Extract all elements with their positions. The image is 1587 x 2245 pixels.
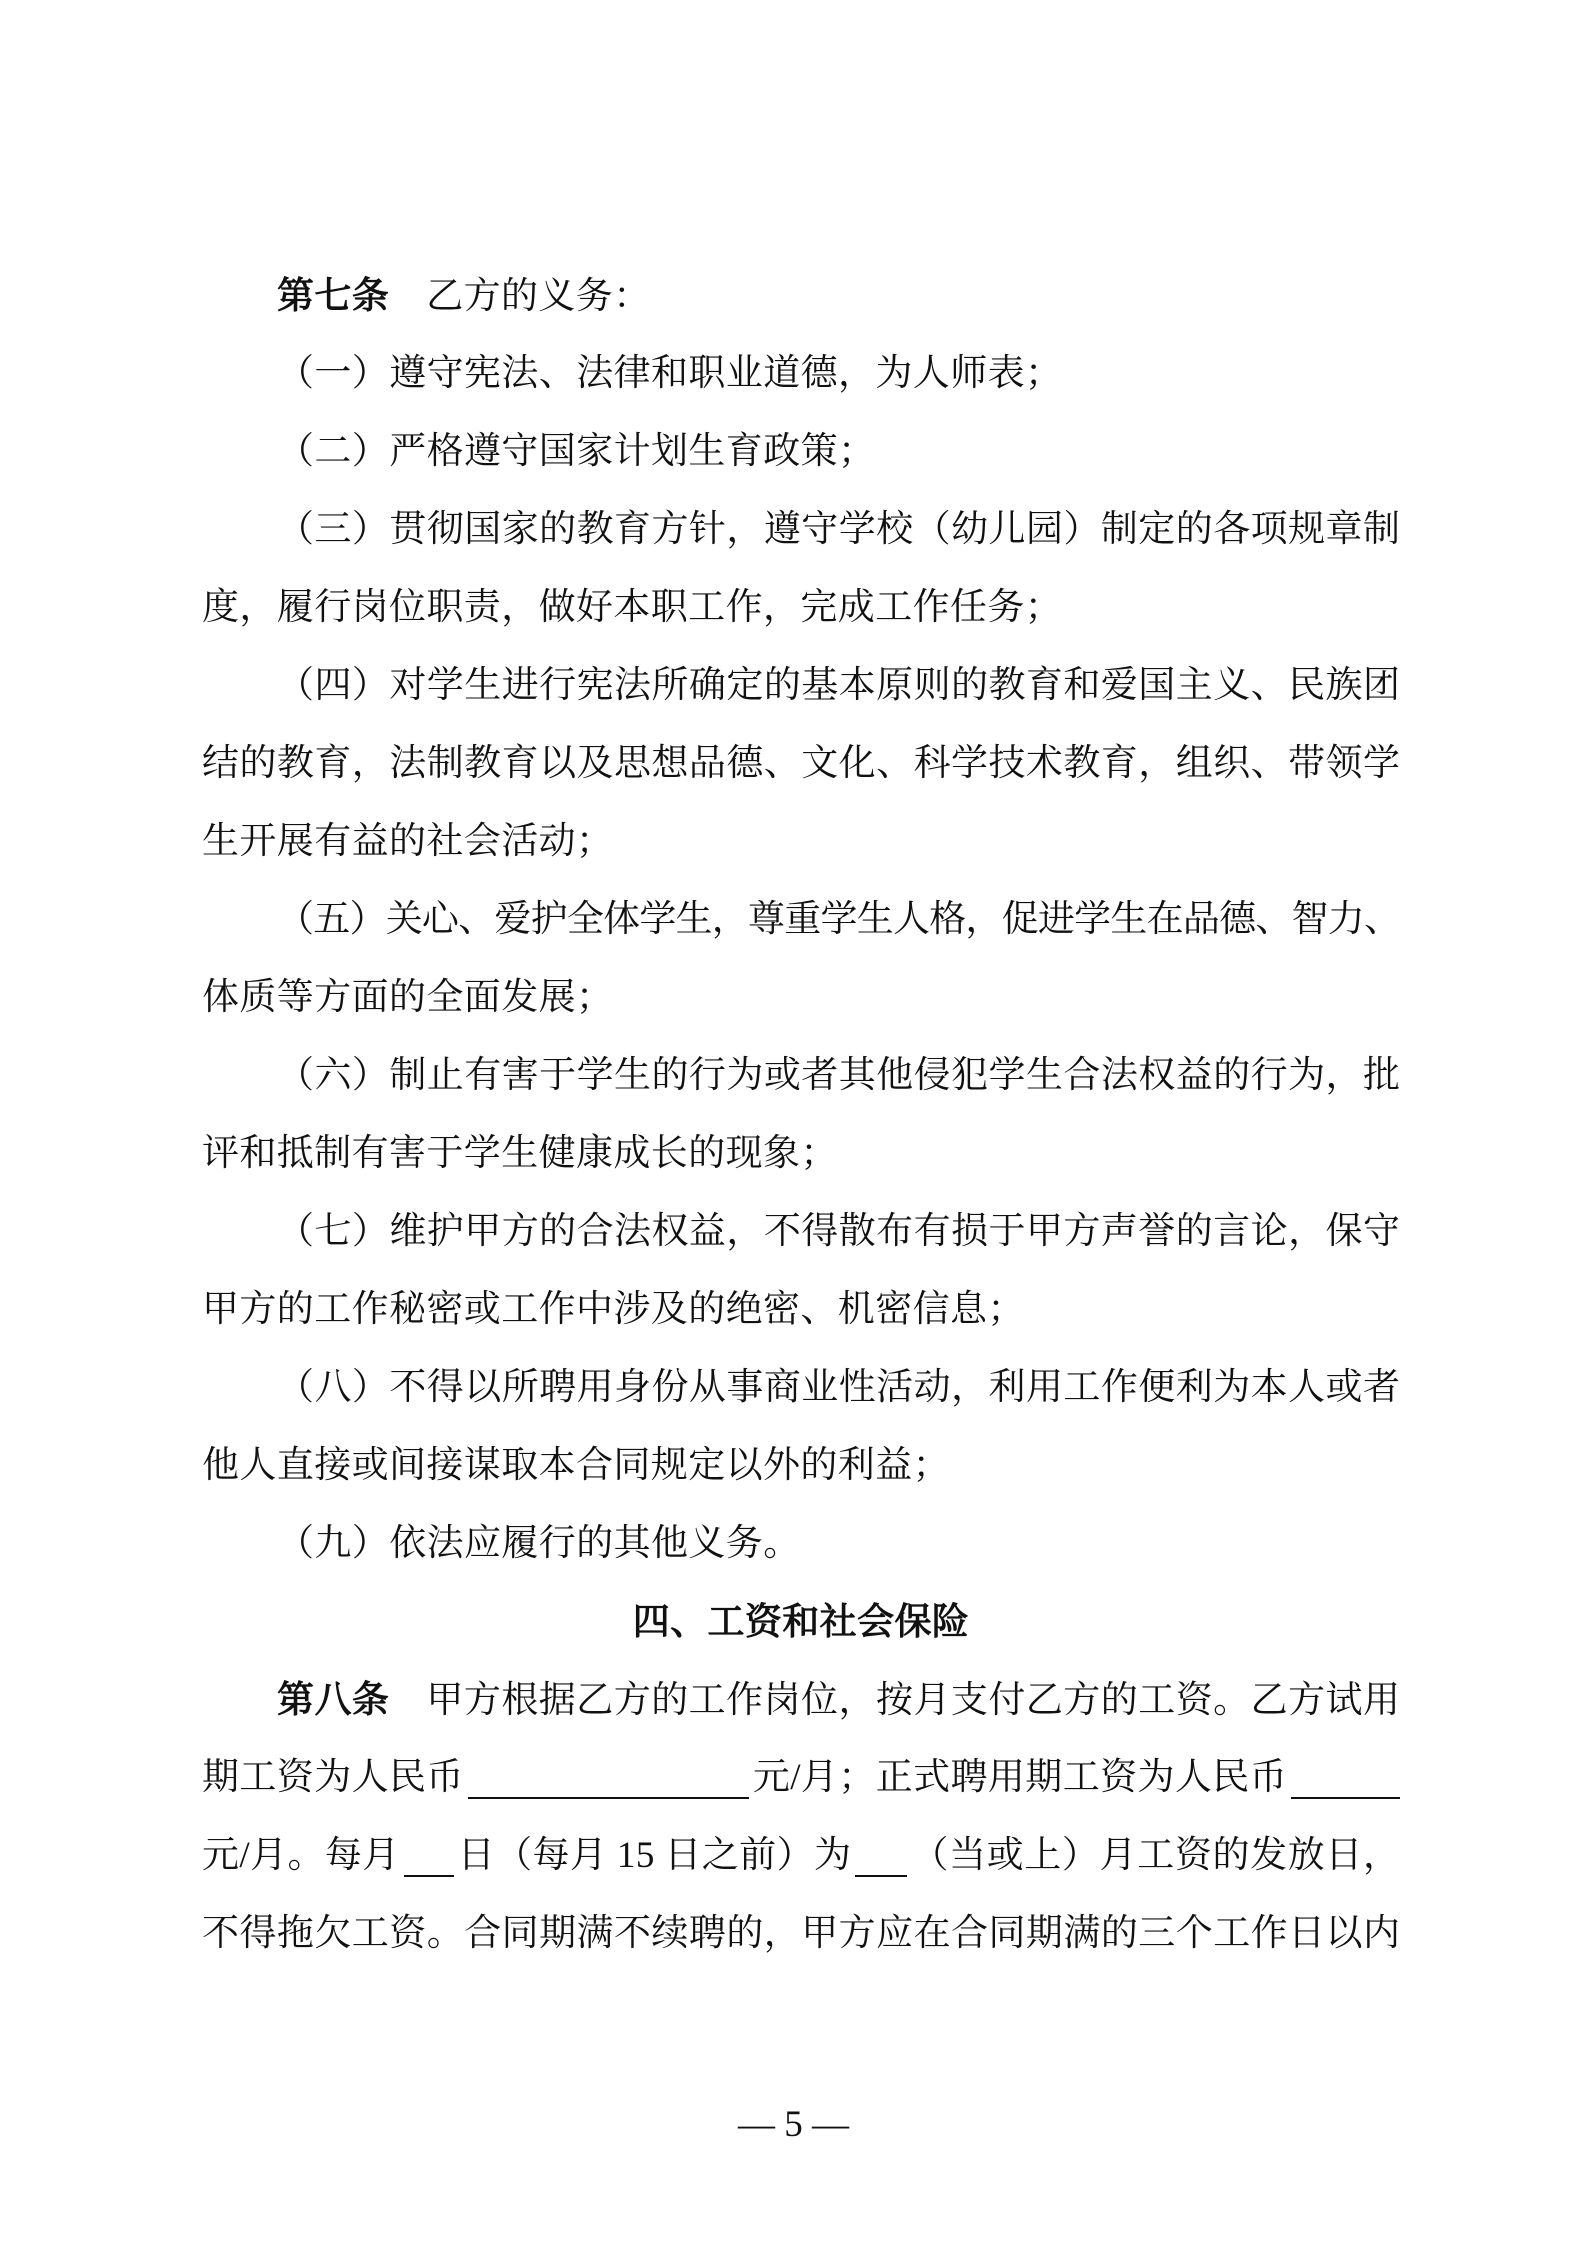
salary-text: 期工资为人民币 [202,1757,464,1798]
clause-line: 结的教育，法制教育以及思想品德、文化、科学技术教育，组织、带领学 [202,743,1400,784]
clause-line: （一）遵守宪法、法律和职业道德，为人师表； [277,353,1063,394]
clause-line: （七）维护甲方的合法权益，不得散布有损于甲方声誉的言论，保守 [277,1211,1400,1252]
salary-amount-line [202,1739,1400,1817]
document-body [202,257,1400,1973]
article-7-heading [202,257,1400,335]
article-8-first-line [202,1661,1400,1739]
fill-in-blank [404,1817,454,1877]
clause-line: （六）制止有害于学生的行为或者其他侵犯学生合法权益的行为，批 [277,1055,1400,1096]
pay-day-text: 元/月。每月 [202,1835,400,1876]
clause-line: 甲方的工作秘密或工作中涉及的绝密、机密信息； [202,1289,1025,1330]
clause-item [202,491,1400,647]
article-title: 乙方的义务： [426,276,651,317]
clause-item [202,413,1400,491]
pay-day-text: 日（每月 15 日之前）为 [457,1835,852,1876]
section-heading: 四、工资和社会保险 [632,1600,970,1643]
clause-item [202,881,1400,1037]
article-label: 第八条 [277,1678,390,1721]
page-number: — 5 — [738,2104,849,2145]
clause-item [202,335,1400,413]
clause-line: （三）贯彻国家的教育方针，遵守学校（幼儿园）制定的各项规章制 [277,509,1400,550]
fill-in-blank [1291,1739,1400,1799]
clause-item [202,1349,1400,1505]
clause-line: 评和抵制有害于学生健康成长的现象； [202,1133,838,1174]
pay-day-text: （当或上）月工资的发放日， [911,1835,1400,1876]
article-text: 甲方根据乙方的工作岗位，按月支付乙方的工资。乙方试用 [426,1680,1400,1721]
pay-day-line [202,1817,1400,1895]
clause-line: 体质等方面的全面发展； [202,977,614,1018]
article-text-line: 不得拖欠工资。合同期满不续聘的，甲方应在合同期满的三个工作日以内 [202,1913,1400,1954]
clause-item [202,1505,1400,1583]
clause-line: （五）关心、爱护全体学生，尊重学生人格，促进学生在品德、智力、 [277,899,1400,940]
clause-item [202,1037,1400,1193]
clause-item [202,1193,1400,1349]
fill-in-blank [855,1817,907,1877]
clause-line: 生开展有益的社会活动； [202,821,614,862]
clause-line: （二）严格遵守国家计划生育政策； [277,431,876,472]
salary-text: 元/月；正式聘用期工资为人民币 [752,1757,1288,1798]
clause-line: （四）对学生进行宪法所确定的基本原则的教育和爱国主义、民族团 [277,665,1400,706]
clause-line: 度，履行岗位职责，做好本职工作，完成工作任务； [202,587,1063,628]
article-label: 第七条 [277,274,390,317]
clause-line: （八）不得以所聘用身份从事商业性活动，利用工作便利为本人或者 [277,1367,1400,1408]
clause-item [202,647,1400,881]
article-8 [202,1661,1400,1973]
fill-in-blank [468,1739,749,1799]
clause-line: 他人直接或间接谋取本合同规定以外的利益； [202,1445,950,1486]
clause-line: （九）依法应履行的其他义务。 [277,1523,801,1564]
